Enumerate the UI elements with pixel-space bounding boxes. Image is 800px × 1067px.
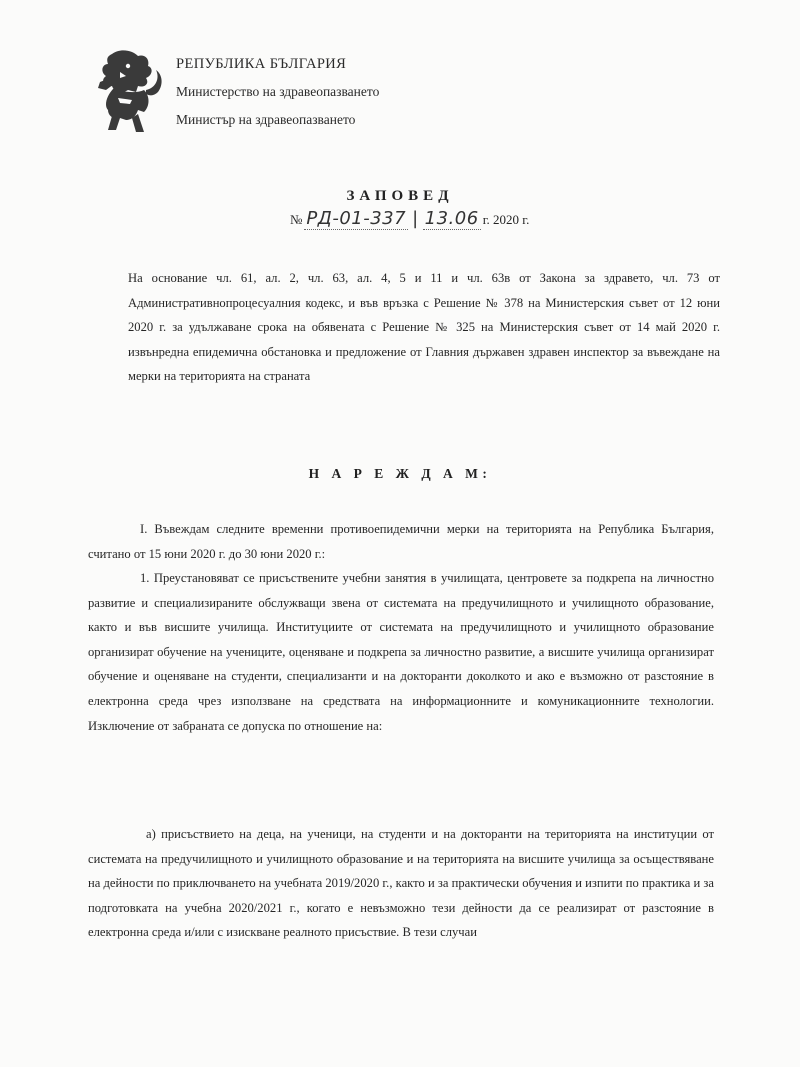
preamble-paragraph: На основание чл. 61, ал. 2, чл. 63, ал. 4, 5 и 11 и чл. 63в от Закона за здравето, чл. 73 от Административнопроцесуалния кодекс, и във връзка с Решение № 378 на Министерския съвет от 12 юни 2020 г. за удължаване срока на обявената с Решение № 325 на Министерския съвет от 14 май 2020 г. извънредна епидемична обстановка и предложение от Главния държавен здравен инспектор за въвеждане на мерки на територията на страната bbox=[128, 271, 720, 384]
section-i-paragraph: I. Въвеждам следните временни противоепидемични мерки на територията на Република България, считано от 15 юни 2020 г. до 30 юни 2020 г.: bbox=[88, 522, 714, 561]
decree-heading: Н А Р Е Ж Д А М: bbox=[308, 466, 492, 481]
order-number bbox=[290, 208, 529, 230]
order-title: ЗАПОВЕД bbox=[346, 188, 454, 204]
republic-name: РЕПУБЛИКА БЪЛГАРИЯ bbox=[176, 56, 347, 72]
handwritten-number: РД-01-337 bbox=[306, 208, 407, 229]
item-1-paragraph: 1. Преустановяват се присъствените учебни занятия в училищата, центровете за подкрепа на личностно развитие и специализираните обслужващи звена от системата на предучилищното и училищното образование, както и във висшите училища. Институциите от системата на предучилищното и училищното образование организират обучение на учениците, оценяване и подкрепа за личностно развитие, а висшите училища организират обучение и оценяване на студенти, специализанти и на докторанти доколкото и ако е възможно от разстояние в електронна среда чрез използване на средствата на информационните и комуникационните технологии. Изключение от забраната се допуска по отношение на: bbox=[88, 571, 714, 733]
minister-name: Министър на здравеопазването bbox=[176, 112, 356, 127]
bulgarian-lion-crest-icon bbox=[92, 48, 164, 134]
date-suffix: г. 2020 г. bbox=[482, 212, 530, 227]
letterhead bbox=[92, 48, 379, 134]
handwritten-separator: | bbox=[412, 208, 419, 229]
handwritten-date: 13.06 bbox=[424, 208, 479, 229]
number-prefix: № bbox=[290, 212, 303, 227]
item-1a-paragraph: а) присъствието на деца, на ученици, на студенти и на докторанти на територията на институции от системата на предучилищното и училищното образование и на територията на висшите училища за осъществяване на дейности по приключването на учебната 2019/2020 г., както и за практически обучения и изпити по практика и за подготовката на учебна 2020/2021 г., когато е невъзможно тези дейности да се реализират от разстояние в електронна среда и/или с изискване реалното присъствие. В тези случаи bbox=[88, 827, 714, 940]
ministry-header bbox=[176, 50, 379, 134]
ministry-name: Министерство на здравеопазването bbox=[176, 84, 380, 99]
